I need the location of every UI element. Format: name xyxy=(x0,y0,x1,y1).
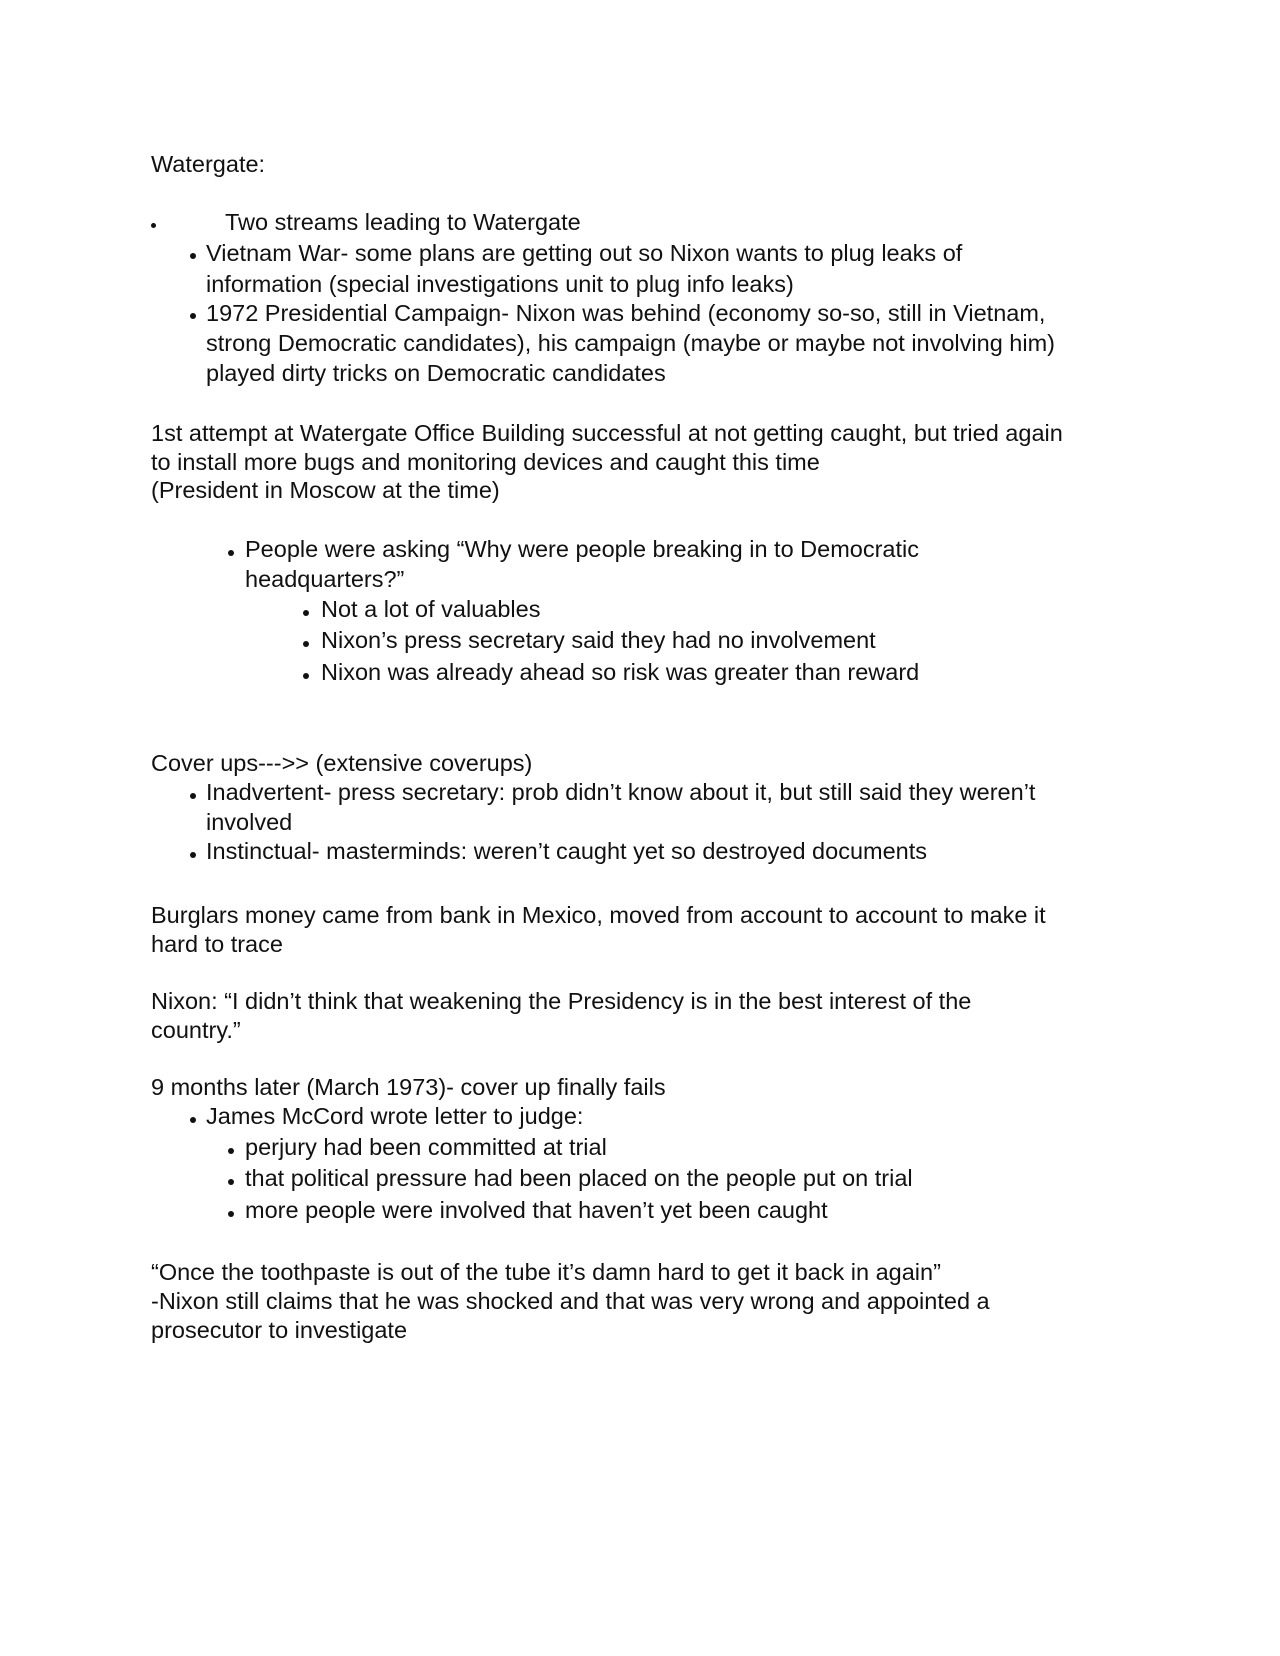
nixon-quote-line-1: Nixon: “I didn’t think that weakening the Presidency is in the best interest of the xyxy=(151,988,972,1014)
attempt-line-3: (President in Moscow at the time) xyxy=(151,477,500,503)
bullet-icon xyxy=(190,852,196,858)
bullet-icon xyxy=(228,1148,234,1154)
burglars-line-1: Burglars money came from bank in Mexico, moved from account to account to make it xyxy=(151,902,1046,928)
bullet-icon xyxy=(190,253,196,259)
coverups-item-1-line-1: Inadvertent- press secretary: prob didn’t know about it, but still said they weren’t xyxy=(206,779,1036,805)
bullet-icon xyxy=(190,793,196,799)
months-later-sub-item-3: more people were involved that haven’t yet been caught xyxy=(245,1197,828,1223)
coverups-item-1-line-2: involved xyxy=(206,809,293,835)
question-line-2: headquarters?” xyxy=(245,566,405,592)
streams-item-2-line-1: 1972 Presidential Campaign- Nixon was behind (economy so-so, still in Vietnam, xyxy=(206,300,1046,326)
question-sub-item-2: Nixon’s press secretary said they had no involvement xyxy=(321,627,876,653)
bullet-icon xyxy=(190,313,196,319)
question-line-1: People were asking “Why were people breaking in to Democratic xyxy=(245,536,919,562)
months-later-heading: 9 months later (March 1973)- cover up finally fails xyxy=(151,1074,666,1100)
months-later-sub-item-1: perjury had been committed at trial xyxy=(245,1134,607,1160)
bullet-icon xyxy=(228,1211,234,1217)
streams-item-2-line-3: played dirty tricks on Democratic candidates xyxy=(206,360,666,386)
bullet-icon xyxy=(151,223,156,228)
months-later-sub-item-2: that political pressure had been placed on the people put on trial xyxy=(245,1165,913,1191)
streams-item-1-line-1: Vietnam War- some plans are getting out so Nixon wants to plug leaks of xyxy=(206,240,963,266)
toothpaste-quote: “Once the toothpaste is out of the tube it’s damn hard to get it back in again” xyxy=(151,1259,941,1285)
question-sub-item-1: Not a lot of valuables xyxy=(321,596,541,622)
toothpaste-line-1: -Nixon still claims that he was shocked and that was very wrong and appointed a xyxy=(151,1288,990,1314)
bullet-icon xyxy=(303,610,309,616)
document-title: Watergate: xyxy=(151,151,266,177)
coverups-item-2: Instinctual- masterminds: weren’t caught yet so destroyed documents xyxy=(206,838,928,864)
streams-item-1-line-2: information (special investigations unit to plug info leaks) xyxy=(206,271,794,297)
bullet-icon xyxy=(190,1117,196,1123)
streams-item-2-line-2: strong Democratic candidates), his campaign (maybe or maybe not involving him) xyxy=(206,330,1055,356)
burglars-line-2: hard to trace xyxy=(151,931,283,957)
toothpaste-line-2: prosecutor to investigate xyxy=(151,1317,408,1343)
bullet-icon xyxy=(303,673,309,679)
attempt-line-1: 1st attempt at Watergate Office Building successful at not getting caught, but tried again xyxy=(151,420,1063,446)
bullet-icon xyxy=(228,550,234,556)
bullet-icon xyxy=(303,641,309,647)
attempt-line-2: to install more bugs and monitoring devices and caught this time xyxy=(151,449,820,475)
streams-heading: Two streams leading to Watergate xyxy=(225,209,581,235)
question-sub-item-3: Nixon was already ahead so risk was greater than reward xyxy=(321,659,920,685)
bullet-icon xyxy=(228,1179,234,1185)
coverups-heading: Cover ups--->> (extensive coverups) xyxy=(151,750,533,776)
nixon-quote-line-2: country.” xyxy=(151,1017,241,1043)
months-later-item: James McCord wrote letter to judge: xyxy=(206,1103,584,1129)
